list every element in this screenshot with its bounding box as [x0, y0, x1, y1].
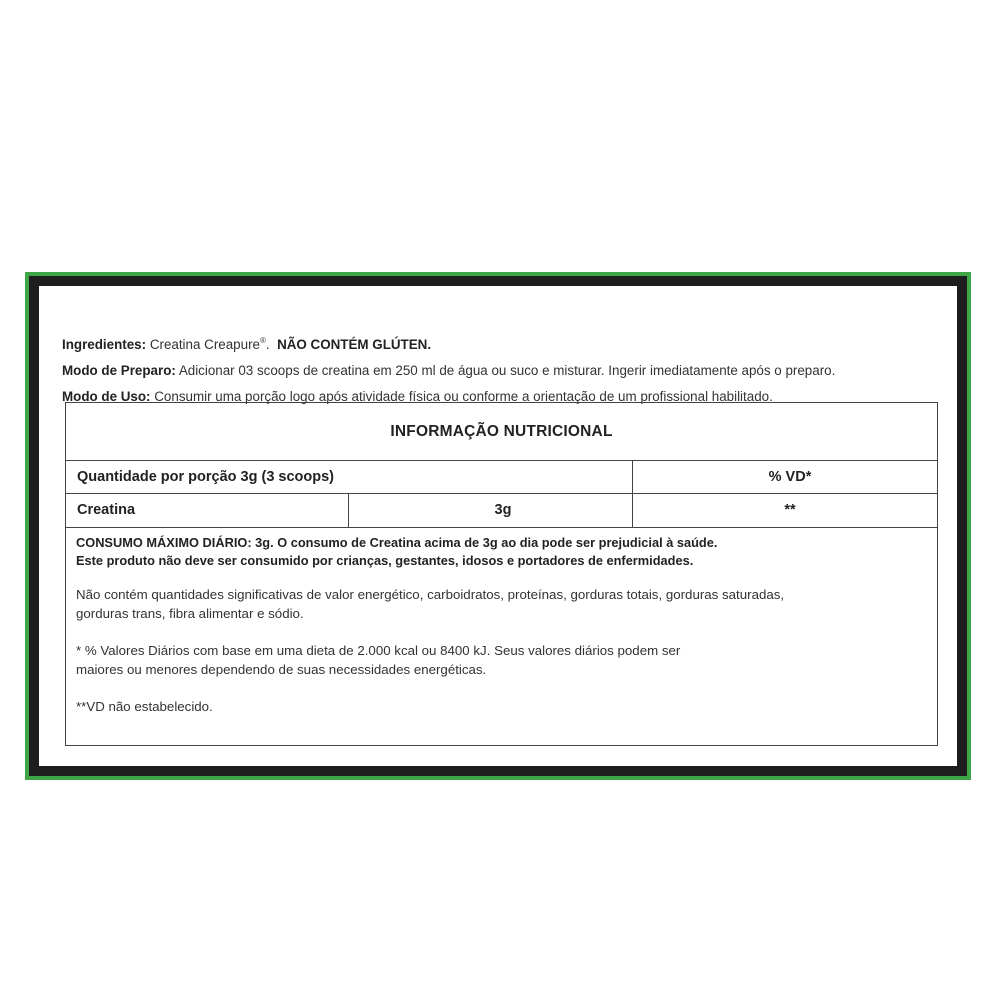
- label-panel: [39, 286, 957, 766]
- label-frame-inner: [29, 276, 967, 776]
- vd-not-established-note: **VD não estabelecido.: [76, 699, 213, 714]
- nutrient-amount: 3g: [349, 493, 633, 527]
- restriction-warning: Este produto não deve ser consumido por crianças, gestantes, idosos e portadores de enfermidades.: [76, 553, 694, 568]
- ingredients-text: Creatina Creapure: [149, 337, 260, 352]
- usage-label: Modo de Uso:: [62, 389, 151, 404]
- registered-mark: ®: [259, 336, 266, 345]
- nutrient-vd: **: [784, 502, 796, 518]
- nutrition-table: [65, 402, 938, 746]
- usage-text: Consumir uma porção logo após atividade física ou conforme a orientação de um profissional habilitado.: [154, 389, 773, 404]
- ingredients-period: .: [265, 337, 270, 352]
- nutrients-note-line2: gorduras trans, fibra alimentar e sódio.: [76, 606, 304, 621]
- preparation-label: Modo de Preparo:: [62, 363, 176, 378]
- preparation-text: Adicionar 03 scoops de creatina em 250 ml de água ou suco e misturar. Ingerir imediatamente após o preparo.: [178, 363, 836, 378]
- intro-block: [62, 328, 942, 410]
- gluten-statement: NÃO CONTÉM GLÚTEN.: [277, 337, 432, 352]
- ingredients-label: Ingredientes:: [62, 337, 147, 352]
- daily-values-note-line2: maiores ou menores dependendo de suas necessidades energéticas.: [76, 662, 487, 677]
- nutrient-name: Creatina: [66, 493, 349, 527]
- nutrition-data-row: [66, 493, 937, 528]
- portion-header: Quantidade por porção 3g (3 scoops): [66, 460, 633, 493]
- preparation-line: [62, 358, 942, 384]
- max-consumption-warning: CONSUMO MÁXIMO DIÁRIO: 3g. O consumo de Creatina acima de 3g ao dia pode ser prejudicial à saúde.: [76, 535, 718, 550]
- table-notes: [76, 534, 927, 716]
- nutrients-note-line1: Não contém quantidades significativas de valor energético, carboidratos, proteínas, gorduras totais, gorduras saturadas,: [76, 587, 785, 602]
- nutrition-header-row: [66, 460, 937, 494]
- nutrition-table-title: INFORMAÇÃO NUTRICIONAL: [66, 403, 937, 461]
- ingredients-line: [62, 328, 942, 358]
- daily-values-note-line1: * % Valores Diários com base em uma dieta de 2.000 kcal ou 8400 kJ. Seus valores diários podem ser: [76, 643, 681, 658]
- label-frame-outer: [25, 272, 971, 780]
- vd-header: % VD*: [768, 468, 812, 485]
